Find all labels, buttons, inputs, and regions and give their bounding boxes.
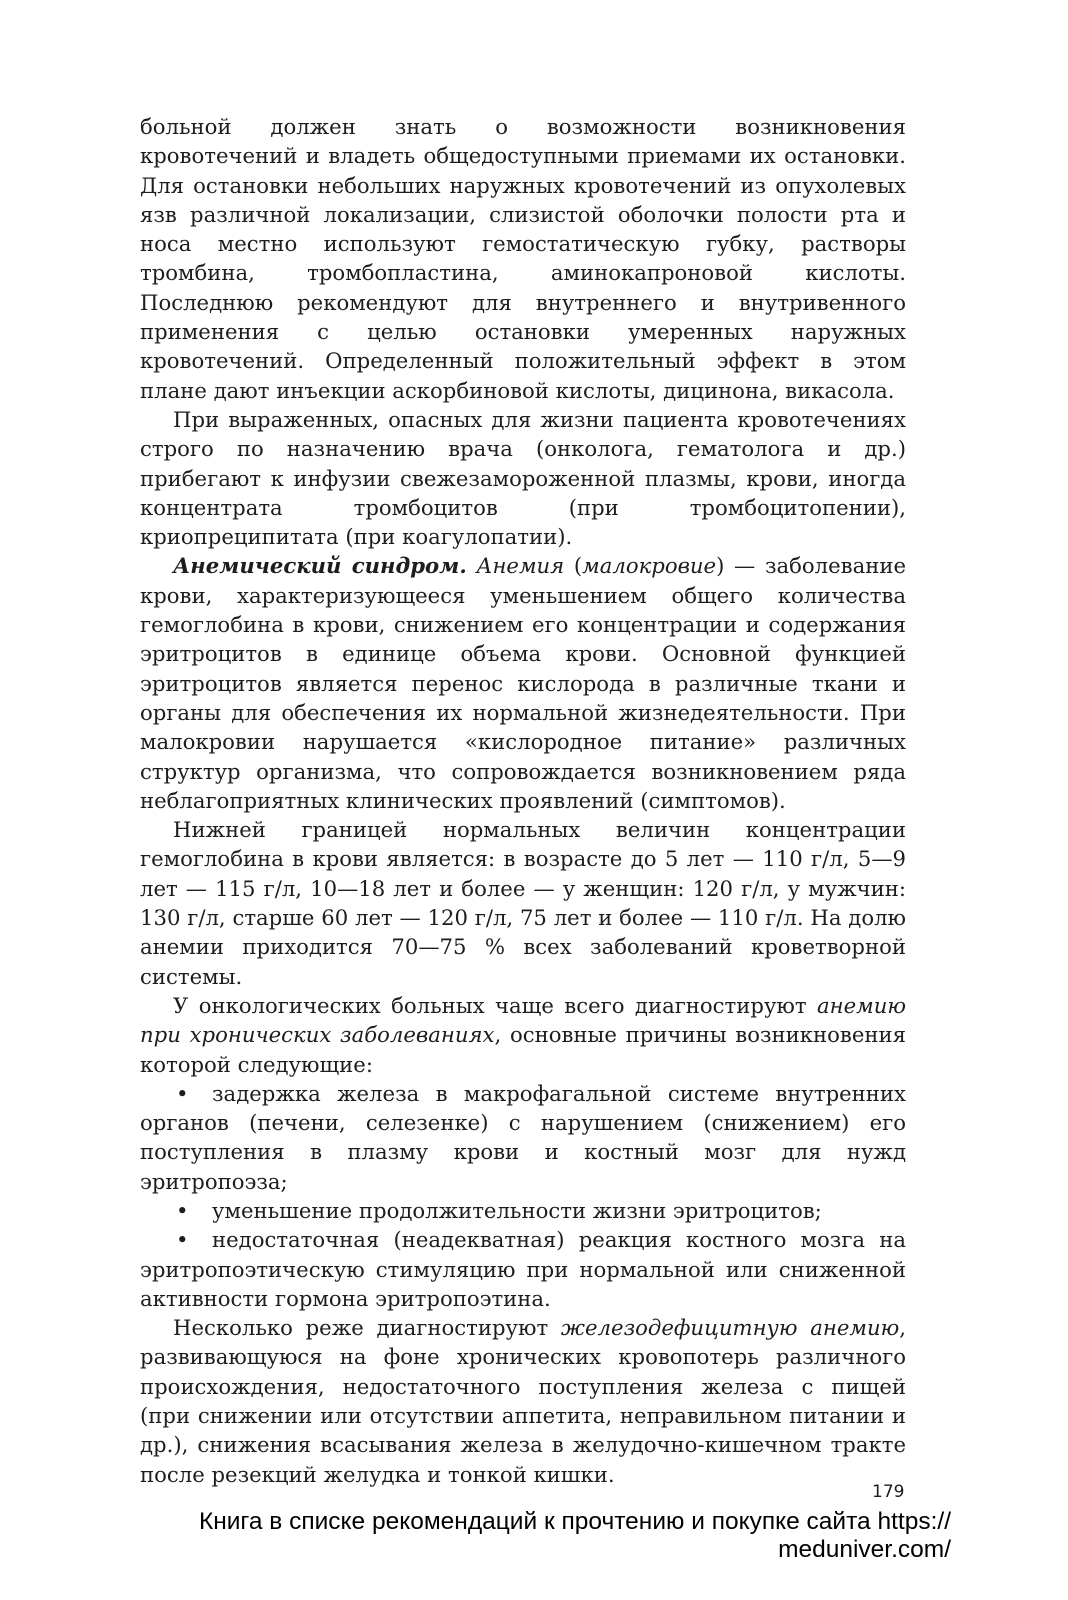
footer-line-1: Книга в списке рекомендаций к прочтению и покупке сайта https:// — [198, 1508, 951, 1535]
bullet-icon: • — [176, 1080, 189, 1106]
paragraph-iron-text-1: Несколько реже диагностируют — [173, 1315, 561, 1341]
footer-line-2: meduniver.com/ — [778, 1536, 951, 1563]
page-body-text — [140, 112, 906, 1489]
term-chronic-anemia: анемию при хронических заболеваниях — [140, 992, 906, 1048]
causes-list — [140, 1079, 906, 1313]
list-item-text: недостаточная (неадекватная) реакция костного мозга на эритропоэтическую стимуляцию при нормальной или сниженной активности гормона эритропоэтина. — [140, 1227, 906, 1311]
term-anemic-syndrome: Анемический синдром. — [173, 553, 467, 579]
term-malokrovie: малокровие — [582, 553, 717, 579]
paragraph-bleeding-continued: больной должен знать о возможности возникновения кровотечений и владеть общедоступными приемами их остановки. Для остановки небольших наружных кровотечений из опухолевых язв различной локализации, слизистой оболочки полости рта и носа местно используют гемостатическую губку, растворы тромбина, тромбопластина, аминокапроновой кислоты. Последнюю рекомендуют для внутреннего и внутривенного применения с целью остановки умеренных наружных кровотечений. Определенный положительный эффект в этом плане дают инъекции аскорбиновой кислоты, дицинона, викасола. — [140, 114, 906, 403]
list-item-text: уменьшение продолжительности жизни эритроцитов; — [212, 1197, 822, 1223]
paragraph-anemic-text-2: ) — заболевание крови, характеризующееся уменьшением общего количества гемоглобина в крови, снижением его концентрации и содержания эритроцитов в единице объема крови. Основной функцией эритроцитов является перенос кислорода в различные ткани и органы для обеспечения их нормальной жизнедеятельности. При малокровии нарушается «кислородное питание» различных структур организма, что сопровождается возникновением ряда неблагоприятных клинических проявлений (симптомов). — [140, 553, 906, 813]
list-item — [140, 1079, 906, 1196]
paragraph-chronic-text-1: У онкологических больных чаще всего диагностируют — [173, 992, 817, 1018]
paragraph-anemic-text-1: ( — [564, 553, 583, 579]
bullet-icon: • — [176, 1197, 189, 1223]
list-item — [140, 1196, 906, 1225]
term-iron-deficiency-anemia: железодефицитную анемию — [560, 1315, 900, 1341]
paragraph-iron-text-2: , развивающуюся на фоне хронических кровопотерь различного происхождения, недостаточного поступления железа с пищей (при снижении или отсутствии аппетита, неправильном питании и др.), снижения всасывания железа в желудочно-кишечном тракте после резекций желудка и тонкой кишки. — [140, 1315, 906, 1487]
list-item — [140, 1225, 906, 1313]
page-number: 179 — [872, 1482, 905, 1502]
paragraph-severe-bleeding: При выраженных, опасных для жизни пациента кровотечениях строго по назначению врача (онколога, гематолога и др.) прибегают к инфузии свежезамороженной плазмы, крови, иногда концентрата тромбоцитов (при тромбоцитопении), криопреципитата (при коагулопатии). — [140, 406, 906, 550]
paragraph-chronic-anemia — [140, 991, 906, 1079]
paragraph-anemic-syndrome — [140, 551, 906, 815]
paragraph-chronic-text-2: , основные причины возникновения которой следующие: — [140, 1022, 906, 1077]
bullet-icon: • — [176, 1227, 189, 1253]
paragraph-iron-deficiency — [140, 1313, 906, 1489]
footer-watermark — [91, 1508, 951, 1564]
term-anemia: Анемия — [476, 553, 565, 579]
paragraph-hemoglobin-norms: Нижней границей нормальных величин концентрации гемоглобина в крови является: в возрасте до 5 лет — 110 г/л, 5—9 лет — 115 г/л, 10—18 лет и более — у женщин: 120 г/л, у мужчин: 130 г/л, старше 60 лет — 120 г/л, 75 лет и более — 110 г/л. На долю анемии приходится 70—75 % всех заболеваний кроветворной системы. — [140, 817, 906, 989]
list-item-text: задержка железа в макрофагальной системе внутренних органов (печени, селезенке) с нарушением (снижением) его поступления в плазму крови и костный мозг для нужд эритропоэза; — [140, 1080, 906, 1194]
